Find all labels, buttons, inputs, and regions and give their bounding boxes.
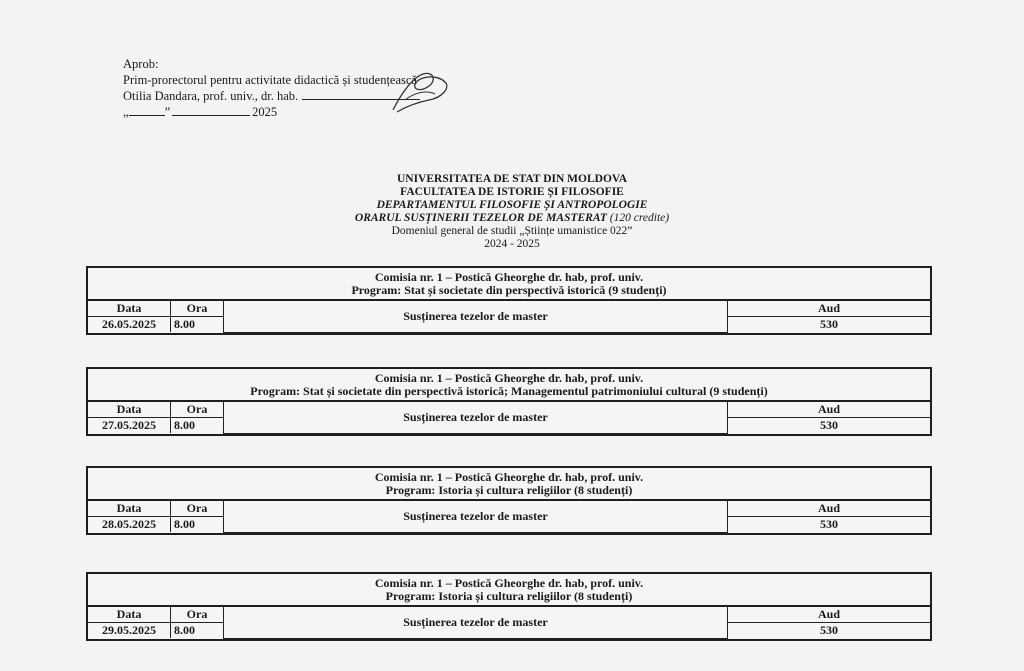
session-title — [88, 468, 930, 501]
room-header: Aud — [728, 402, 931, 418]
handwritten-signature — [385, 70, 455, 114]
date-header: Data — [88, 402, 171, 418]
schedule-title: ORARUL SUSȚINERII TEZELOR DE MASTERAT — [354, 212, 607, 224]
academic-year: 2024 - 2025 — [484, 238, 540, 250]
session-room: 530 — [728, 317, 931, 333]
date-header: Data — [88, 301, 171, 317]
session-title — [88, 369, 930, 402]
activity-text: Susținerea tezelor de master — [403, 409, 548, 424]
session-room: 530 — [728, 623, 931, 639]
session-room: 530 — [728, 517, 931, 533]
time-header: Ora — [171, 501, 224, 517]
faculty-name: FACULTATEA DE ISTORIE ȘI FILOSOFIE — [400, 186, 624, 198]
date-open-quote: „ — [123, 105, 129, 119]
commission-name: Comisia nr. 1 – Postică Gheorghe dr. hab, prof. univ. — [374, 470, 644, 484]
activity-text: Susținerea tezelor de master — [403, 508, 548, 523]
session-block — [86, 367, 932, 436]
date-header: Data — [88, 607, 171, 623]
room-header: Aud — [728, 501, 931, 517]
study-domain: Domeniul general de studii „Științe umanistice 022” — [391, 225, 633, 237]
approval-name-line — [123, 88, 420, 104]
session-title — [88, 268, 930, 301]
commission-name: Comisia nr. 1 – Postică Gheorghe dr. hab, prof. univ. — [374, 270, 644, 284]
room-header: Aud — [728, 301, 931, 317]
time-header: Ora — [171, 301, 224, 317]
activity-text: Susținerea tezelor de master — [403, 308, 548, 323]
session-table — [88, 607, 930, 639]
approval-date-line — [123, 104, 420, 120]
session-date: 26.05.2025 — [88, 317, 171, 333]
program-name: Program: Istoria și cultura religiilor (8 studenți) — [385, 483, 633, 497]
activity-cell — [224, 501, 728, 532]
university-name: UNIVERSITATEA DE STAT DIN MOLDOVA — [396, 173, 628, 185]
document-heading — [0, 173, 1024, 251]
session-block — [86, 572, 932, 641]
month-blank — [172, 115, 250, 116]
activity-cell — [224, 402, 728, 433]
session-time: 8.00 — [171, 317, 224, 333]
session-date: 28.05.2025 — [88, 517, 171, 533]
commission-name: Comisia nr. 1 – Postică Gheorghe dr. hab, prof. univ. — [374, 371, 644, 385]
session-table — [88, 501, 930, 533]
session-time: 8.00 — [171, 623, 224, 639]
time-header: Ora — [171, 402, 224, 418]
session-date: 29.05.2025 — [88, 623, 171, 639]
session-date: 27.05.2025 — [88, 418, 171, 434]
program-name: Program: Stat și societate din perspectivă istorică (9 studenți) — [351, 283, 667, 297]
session-time: 8.00 — [171, 418, 224, 434]
approver-name: Otilia Dandara, prof. univ., dr. hab. — [123, 89, 299, 103]
session-title — [88, 574, 930, 607]
program-name: Program: Stat și societate din perspectivă istorică; Managementul patrimoniului cultural (9 studenți) — [250, 384, 768, 398]
department-name: DEPARTAMENTUL FILOSOFIE ȘI ANTROPOLOGIE — [376, 199, 648, 211]
table-header-row — [88, 402, 930, 418]
schedule-title-line — [0, 212, 1024, 225]
approval-position: Prim-prorectorul pentru activitate didactică și studențească — [123, 73, 417, 87]
table-header-row — [88, 607, 930, 623]
credits: (120 credite) — [609, 212, 670, 224]
date-close-quote: ” — [164, 105, 171, 119]
session-time: 8.00 — [171, 517, 224, 533]
approval-year: 2025 — [252, 105, 278, 119]
session-table — [88, 402, 930, 434]
activity-text: Susținerea tezelor de master — [403, 614, 548, 629]
session-room: 530 — [728, 418, 931, 434]
day-blank — [129, 115, 165, 116]
session-table — [88, 301, 930, 333]
table-header-row — [88, 501, 930, 517]
date-header: Data — [88, 501, 171, 517]
session-block — [86, 466, 932, 535]
program-name: Program: Istoria și cultura religiilor (8 studenți) — [385, 589, 633, 603]
session-block — [86, 266, 932, 335]
commission-name: Comisia nr. 1 – Postică Gheorghe dr. hab, prof. univ. — [374, 576, 644, 590]
room-header: Aud — [728, 607, 931, 623]
table-header-row — [88, 301, 930, 317]
approval-label: Aprob: — [123, 57, 159, 71]
time-header: Ora — [171, 607, 224, 623]
approval-block — [123, 56, 420, 120]
activity-cell — [224, 607, 728, 638]
activity-cell — [224, 301, 728, 332]
